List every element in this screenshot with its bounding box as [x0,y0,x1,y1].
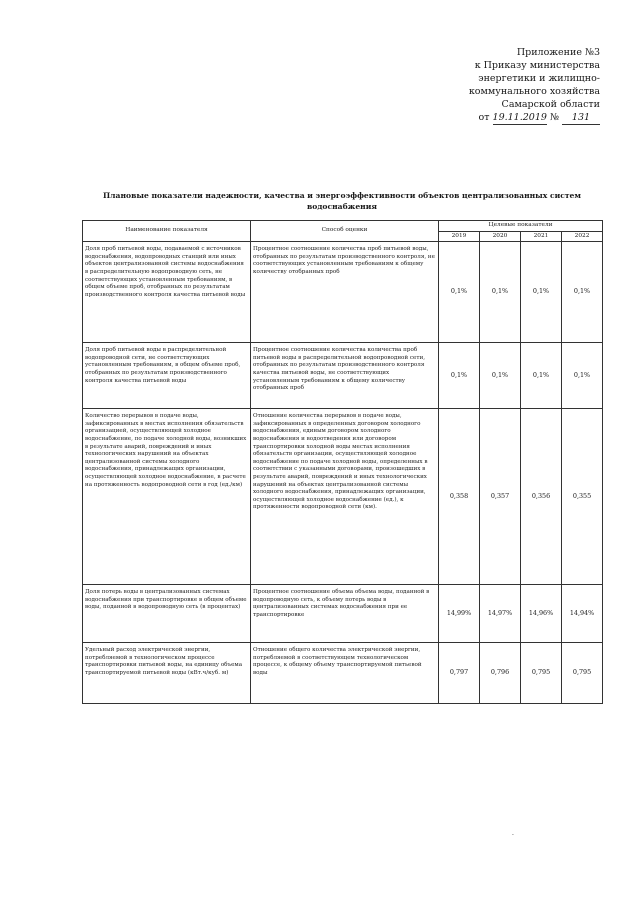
table-row [83,585,603,643]
indicator-value: 0,1% [562,343,603,409]
indicator-value: 14,97% [480,585,521,643]
indicator-value: 0,1% [480,343,521,409]
indicator-value: 0,796 [480,643,521,704]
indicator-name: Количество перерывов в подаче воды, зафиксированных в местах исполнения обязательств организацией, осуществляющей холодное водоснабжение, по подаче холодной воды, возникших в результате аварий, повреждений и иных технологических нарушений на объектах централизованной системы холодного водоснабжения, принадлежащих организации, осуществляющей холодное водоснабжение, в расчете на протяженность водопроводной сети в год (ед./км) [83,409,251,585]
appendix-header [400,46,600,125]
table-row [83,242,603,343]
table-row [83,409,603,585]
col-header-values: Целевые показатели [439,221,603,232]
number-prefix: № [549,112,559,123]
indicator-name: Доля проб питьевой воды, подаваемой с источников водоснабжения, водопроводных станций или иных объектов централизованной системы водоснабжения в распределительную водопроводную сеть, не соответствующих установленным требованиям, в общем объеме проб, отобранных по результатам производственного контроля качества питьевой воды [83,242,251,343]
indicator-value: 0,1% [521,343,562,409]
indicator-value: 14,99% [439,585,480,643]
indicator-value: 0,356 [521,409,562,585]
indicator-method: Отношение количества перерывов в подаче воды, зафиксированных в определенных договором холодного водоснабжения, единым договором холодного водоснабжения и водоотведения или договором транспортировки холодной воды местах исполнения обязательств организации, осуществляющей холодное водоснабжение по подаче холодной воды, определенных в соответствии с указанными договорами, произошедших в результате аварий, повреждений и иных технологических нарушений на объектах централизованной системы холодного водоснабжения, принадлежащих организации, осуществляющей холодное водоснабжение (ед.), к протяженности водопроводной сети (км). [251,409,439,585]
table-row [83,343,603,409]
indicator-value: 0,358 [439,409,480,585]
indicator-value: 14,94% [562,585,603,643]
indicator-value: 0,1% [439,343,480,409]
header-line-5: Самарской области [501,99,600,110]
indicator-name: Удельный расход электрической энергии, потребляемой в технологическом процессе транспортировки питьевой воды, на единицу объема транспортируемой питьевой воды (кВт.ч/куб. м) [83,643,251,704]
indicator-value: 0,795 [562,643,603,704]
indicator-value: 0,797 [439,643,480,704]
number-value: 131 [562,111,600,125]
header-line-3: энергетики и жилищно- [478,73,600,84]
indicator-value: 0,357 [480,409,521,585]
header-line-4: коммунального хозяйства [468,86,600,97]
header-date-line [400,111,600,125]
col-header-name: Наименование показателя [83,221,251,242]
col-header-method: Способ оценки [251,221,439,242]
year-header: 2022 [562,231,603,242]
indicator-value: 0,1% [521,242,562,343]
indicator-value: 0,795 [521,643,562,704]
table-row [83,643,603,704]
date-prefix: от [478,112,490,123]
header-line-1: Приложение №3 [516,47,600,58]
indicator-method: Процентное соотношение объема объема воды, поданной в водопроводную сеть, к объему потерь воды в централизованных системах водоснабжения при ее транспортировке [251,585,439,643]
indicator-method: Отношение общего количества электрической энергии, потребляемой в соответствующем технологическом процессе, к общему объему транспортируемой питьевой воды [251,643,439,704]
year-header: 2021 [521,231,562,242]
document-title: Плановые показатели надежности, качества и энергоэффективности объектов централизованных систем водоснабжения [103,191,581,211]
year-header: 2019 [439,231,480,242]
indicator-name: Доля проб питьевой воды в распределительной водопроводной сети, не соответствующих установленным требованиям, в общем объеме проб, отобранных по результатам производственного контроля качества питьевой воды [83,343,251,409]
date-value: 19.11.2019 [492,112,547,123]
indicator-name: Доля потерь воды в централизованных системах водоснабжения при транспортировке в общем объеме воды, поданной в водопроводную сеть (в процентах) [83,585,251,643]
header-line-2: к Приказу министерства [474,60,600,71]
year-header: 2020 [480,231,521,242]
indicator-value: 0,1% [480,242,521,343]
indicator-method: Процентное соотношение количества количества проб питьевой воды в распределительной водопроводной сети, отобранных по результатам производственного контроля качества питьевой воды, не соответствующих установленным требованиям к общему количеству отобранных проб [251,343,439,409]
indicator-method: Процентное соотношение количества проб питьевой воды, отобранных по результатам производственного контроля, не соответствующих установленным требованиям к общему количеству отобранных проб [251,242,439,343]
indicator-value: 14,96% [521,585,562,643]
scan-mark: · [512,832,514,839]
table-header-row [83,221,603,232]
indicator-value: 0,1% [562,242,603,343]
indicator-value: 0,1% [439,242,480,343]
indicator-value: 0,355 [562,409,603,585]
indicators-table [82,220,603,704]
